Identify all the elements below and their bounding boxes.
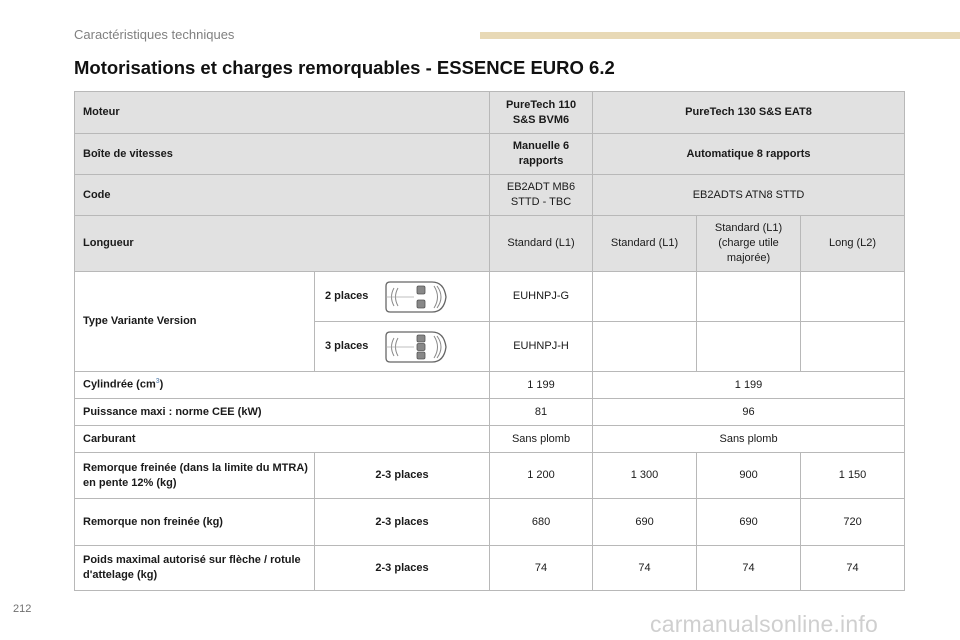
row-moteur (75, 92, 905, 134)
code-val-2: EB2ADTS ATN8 STTD (593, 175, 905, 216)
variante-g-value: EUHNPJ-G (490, 272, 593, 322)
boite-label: Boîte de vitesses (75, 134, 490, 175)
remorque-freinee-v1: 1 200 (490, 453, 593, 499)
row-poids-fleche (75, 546, 905, 591)
poids-fleche-v3: 74 (697, 546, 801, 591)
row-longueur (75, 216, 905, 272)
remorque-freinee-places: 2-3 places (315, 453, 490, 499)
places-3-cell (315, 322, 490, 372)
variante-h-empty-1 (593, 322, 697, 372)
remorque-non-freinee-v2: 690 (593, 499, 697, 546)
remorque-non-freinee-label: Remorque non freinée (kg) (75, 499, 315, 546)
variante-g-empty-3 (801, 272, 905, 322)
row-code (75, 175, 905, 216)
longueur-c4: Long (L2) (801, 216, 905, 272)
row-remorque-non-freinee (75, 499, 905, 546)
poids-fleche-places: 2-3 places (315, 546, 490, 591)
row-carburant (75, 426, 905, 453)
remorque-freinee-label: Remorque freinée (dans la limite du MTRA) en pente 12% (kg) (75, 453, 315, 499)
page-number: 212 (13, 603, 32, 615)
variante-h-value: EUHNPJ-H (490, 322, 593, 372)
variante-h-empty-3 (801, 322, 905, 372)
remorque-freinee-v4: 1 150 (801, 453, 905, 499)
places-2-cell (315, 272, 490, 322)
places-3-label: 3 places (325, 340, 369, 353)
poids-fleche-v2: 74 (593, 546, 697, 591)
section-header: Caractéristiques techniques (74, 27, 235, 42)
poids-fleche-label: Poids maximal autorisé sur flèche / rotule d'attelage (kg) (75, 546, 315, 591)
puissance-val-2: 96 (593, 399, 905, 426)
cylindree-label: Cylindrée $(cm^3)$ (75, 372, 490, 399)
code-label: Code (75, 175, 490, 216)
row-cylindree (75, 372, 905, 399)
longueur-label: Longueur (75, 216, 490, 272)
code-val-1: EB2ADT MB6 STTD - TBC (490, 175, 593, 216)
type-variante-label: Type Variante Version (75, 272, 315, 372)
specs-table (74, 91, 905, 591)
cylindree-val-1: 1 199 (490, 372, 593, 399)
row-puissance (75, 399, 905, 426)
watermark: carmanualsonline.info (650, 611, 878, 637)
poids-fleche-v1: 74 (490, 546, 593, 591)
remorque-non-freinee-v1: 680 (490, 499, 593, 546)
longueur-c1: Standard (L1) (490, 216, 593, 272)
header-bar (480, 32, 960, 39)
remorque-freinee-v2: 1 300 (593, 453, 697, 499)
boite-val-1: Manuelle 6 rapports (490, 134, 593, 175)
longueur-c3: Standard (L1) (charge utile majorée) (697, 216, 801, 272)
carburant-val-2: Sans plomb (593, 426, 905, 453)
page-title: Motorisations et charges remorquables - ESSENCE EURO 6.2 (74, 57, 615, 78)
puissance-label: Puissance maxi : norme CEE (kW) (75, 399, 490, 426)
row-variante-2places (75, 272, 905, 322)
remorque-freinee-v3: 900 (697, 453, 801, 499)
boite-val-2: Automatique 8 rapports (593, 134, 905, 175)
variante-h-empty-2 (697, 322, 801, 372)
engine-2: PureTech 130 S&S EAT8 (593, 92, 905, 134)
variante-g-empty-1 (593, 272, 697, 322)
puissance-val-1: 81 (490, 399, 593, 426)
moteur-label: Moteur (75, 92, 490, 134)
van-3-seats-icon (384, 328, 450, 366)
row-boite (75, 134, 905, 175)
row-remorque-freinee (75, 453, 905, 499)
engine-1: PureTech 110 S&S BVM6 (490, 92, 593, 134)
cylindree-val-2: 1 199 (593, 372, 905, 399)
remorque-non-freinee-places: 2-3 places (315, 499, 490, 546)
places-2-label: 2 places (325, 290, 369, 303)
poids-fleche-v4: 74 (801, 546, 905, 591)
remorque-non-freinee-v4: 720 (801, 499, 905, 546)
remorque-non-freinee-v3: 690 (697, 499, 801, 546)
longueur-c2: Standard (L1) (593, 216, 697, 272)
variante-g-empty-2 (697, 272, 801, 322)
carburant-label: Carburant (75, 426, 490, 453)
van-2-seats-icon (384, 278, 450, 316)
carburant-val-1: Sans plomb (490, 426, 593, 453)
